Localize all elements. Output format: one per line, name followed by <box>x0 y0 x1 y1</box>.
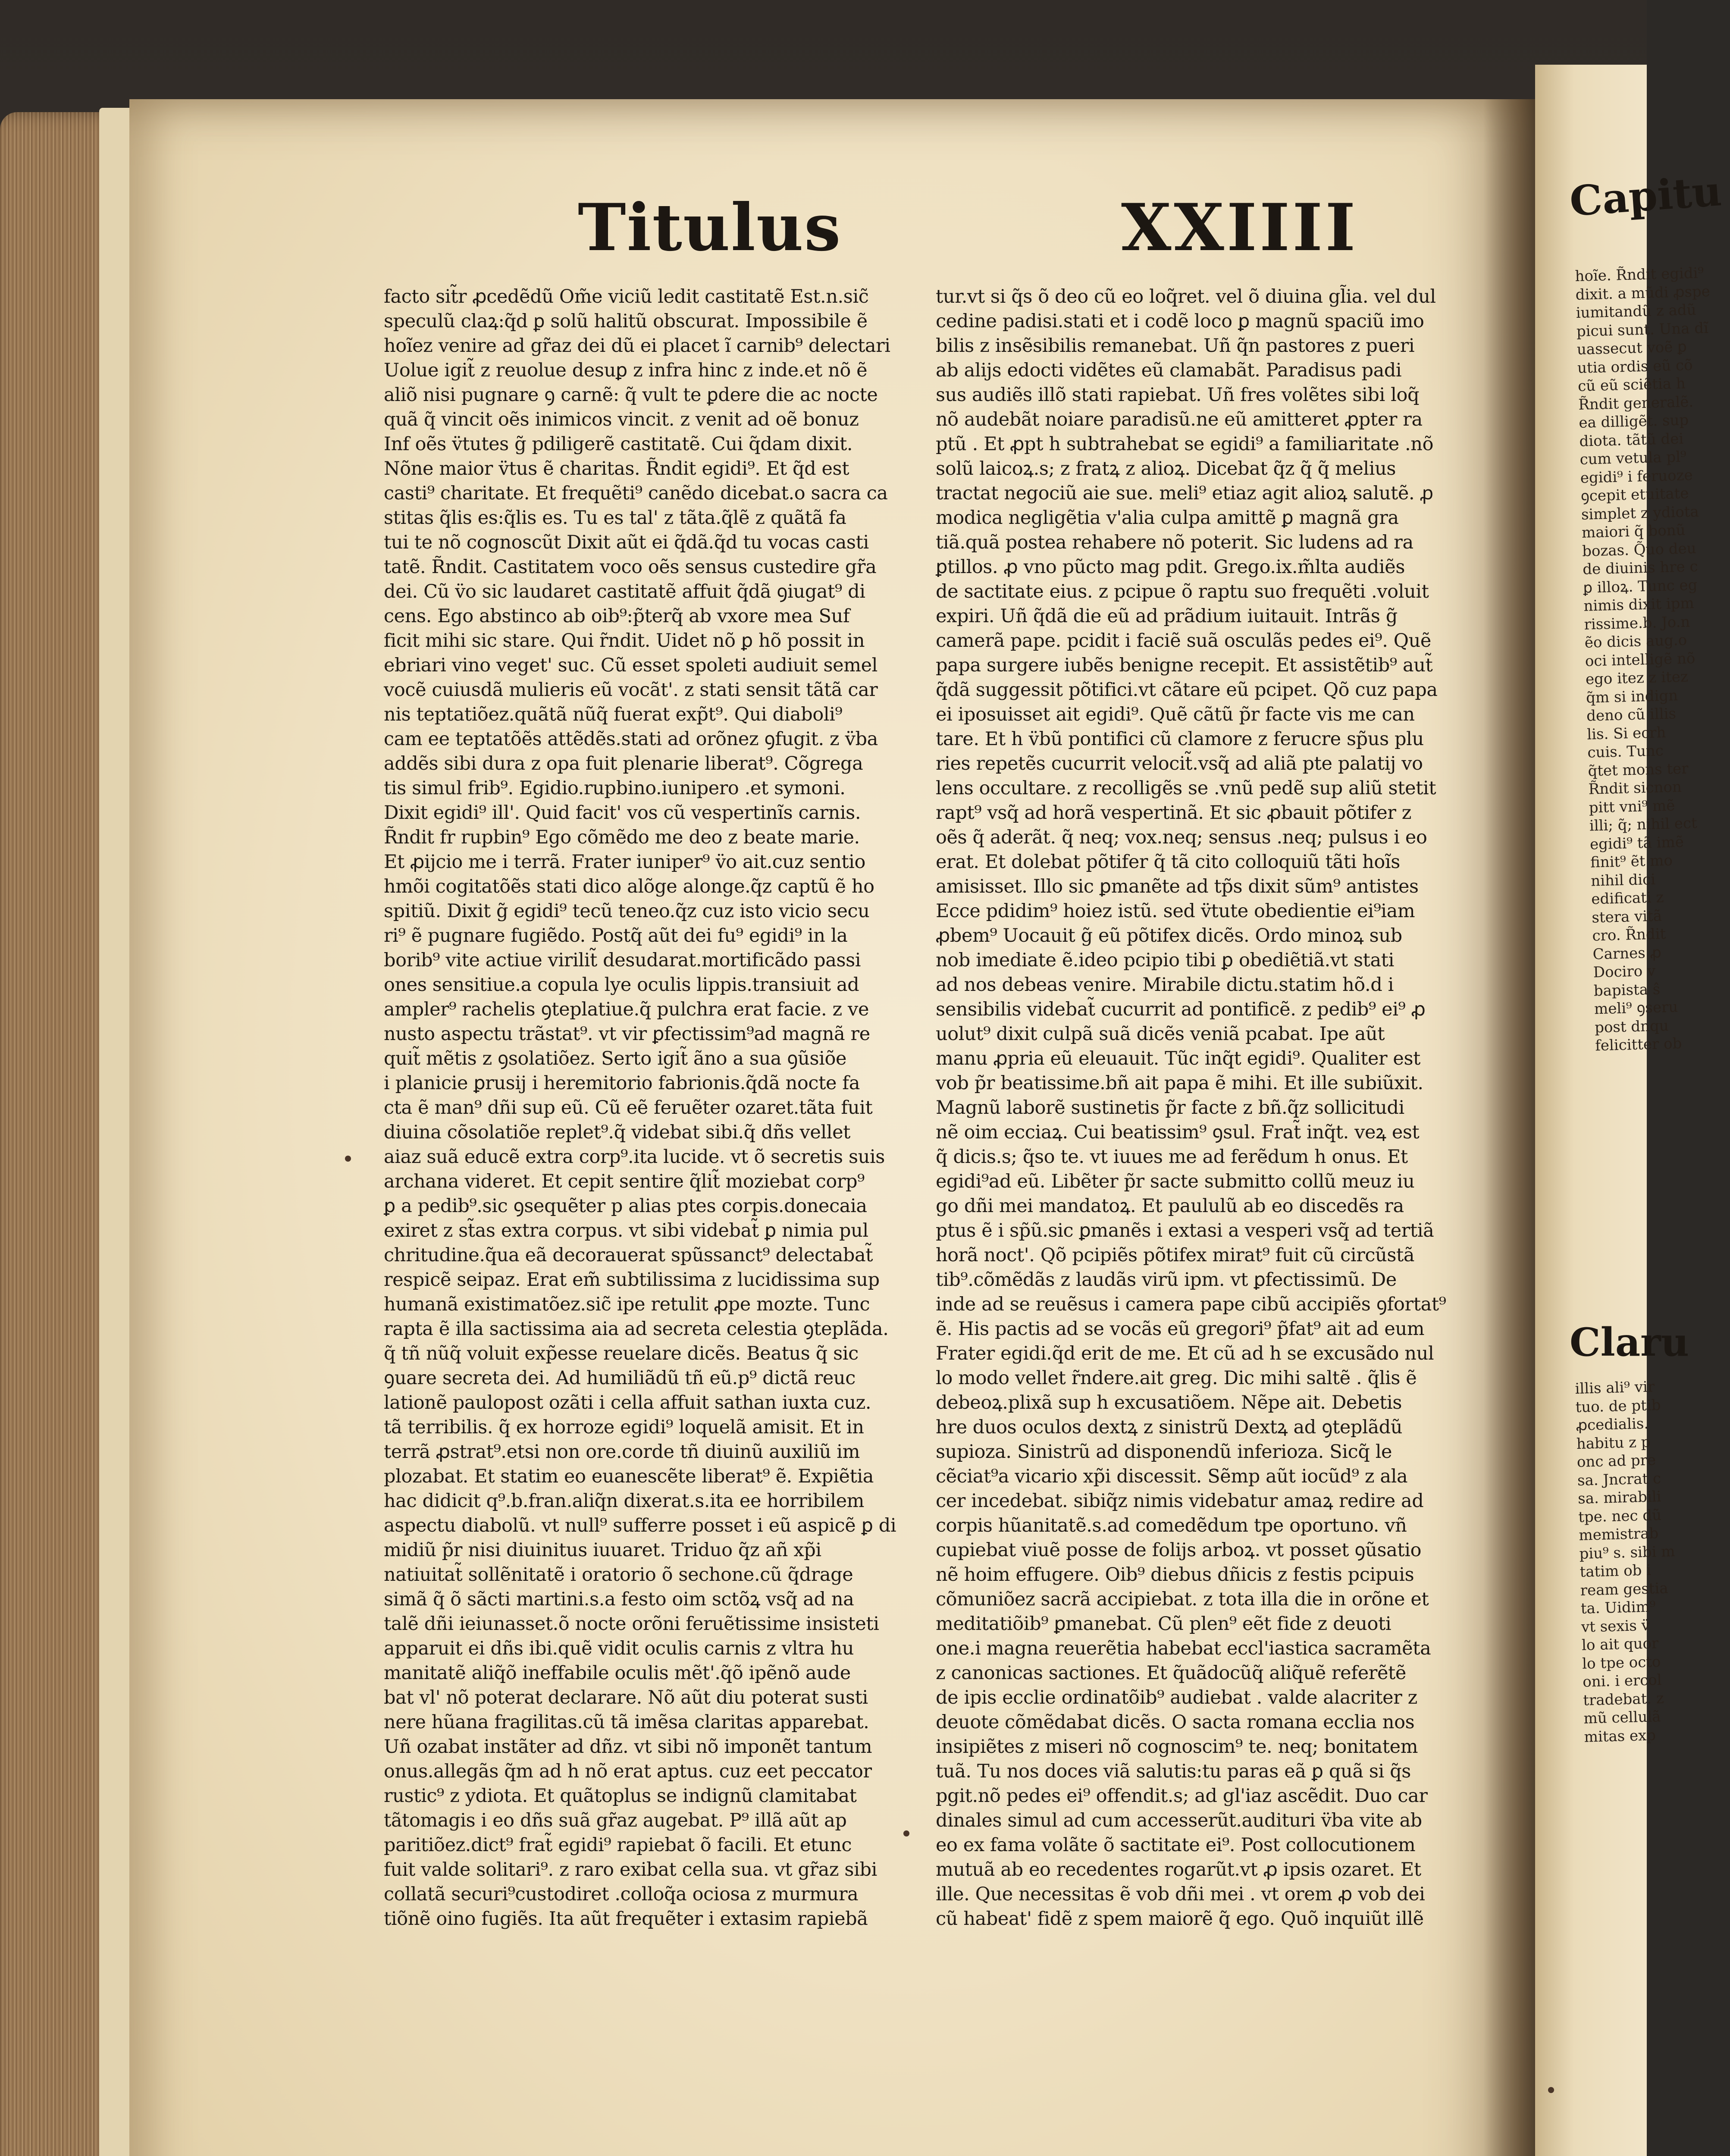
text-line: expiri. Uñ q̃dã die eũ ad prãdium iuitauit. Intrãs g̃ <box>936 605 1398 627</box>
text-line: camerã pape. pcidit i faciẽ suã osculãs pedes ei⁹. Quẽ <box>936 630 1431 652</box>
text-line: ꝑtillos. ꝓ vno pũcto mag pdit. Grego.ix.m̃lta audiẽs <box>936 556 1405 578</box>
text-line: Frater egidi.q̃d erit de me. Et cũ ad h se excusãdo nul <box>936 1343 1434 1364</box>
text-line: lens occultare. z recolligẽs se .vnũ pedẽ sup aliũ stetit <box>936 777 1436 799</box>
text-line: cõmuniõez sacrã accipiebat. z tota illa die in orõne et <box>936 1589 1429 1610</box>
text-line: manu ꝓpria eũ eleuauit. Tũc inq̃t egidi⁹. Qualiter est <box>936 1048 1421 1069</box>
right-page-line: diota. tãtũ dei <box>1579 430 1684 450</box>
text-line: vocẽ cuiusdã mulieris eũ vocãt'. z stati sensit tãtã car <box>384 679 878 701</box>
text-line: pgit.nõ pedes ei⁹ offendit.s; ad gl'iaz ascẽdit. Duo car <box>936 1785 1428 1807</box>
text-line: nere hũana fragilitas.cũ tã imẽsa claritas apparebat. <box>384 1711 869 1733</box>
text-line: cta ẽ man⁹ dñi sup eũ. Cũ eẽ feruẽter ozaret.tãta fuit <box>384 1097 873 1119</box>
text-line: hmõi cogitatõẽs stati dico alõge alonge.q̃z captũ ẽ ho <box>384 876 874 897</box>
text-line: hre duos oculos dextꝝ z sinistrũ Dextꝝ ad ꝯteplãdũ <box>936 1416 1403 1438</box>
book-gutter <box>1483 99 1544 2156</box>
right-page-line: sa. mirabili <box>1577 1488 1662 1507</box>
ink-speck <box>903 1830 909 1836</box>
text-line: tui te nõ cognoscũt Dixit aũt ei q̃dã.q̃d tu vocas casti <box>384 532 869 553</box>
text-line: cens. Ego abstinco ab oib⁹:p̃terq̃ ab vxore mea Suf <box>384 605 850 627</box>
text-line: aspectu diabolũ. vt null⁹ sufferre posset i eũ aspicẽ ꝑ di <box>384 1515 896 1536</box>
right-page-line: hoĩe. R̃ndit egidi⁹ <box>1575 264 1704 285</box>
text-line: tiã.quã postea rehabere nõ poterit. Sic ludens ad ra <box>936 532 1413 553</box>
text-line: tuã. Tu nos doces viã salutis:tu paras eã ꝑ quã si q̃s <box>936 1761 1411 1782</box>
right-page-line: q̃tet mons ter <box>1588 760 1689 780</box>
right-page-line: cum vetula pl⁹ <box>1580 448 1687 468</box>
text-line: z canonicas sactiones. Et q̃uãdocũq̃ aliq̃uẽ referẽtẽ <box>936 1662 1406 1684</box>
text-line: diuina cõsolatiõe replet⁹.q̃ videbat sibi.q̃ dñs vellet <box>384 1122 850 1143</box>
text-line: egidi⁹ad eũ. Libẽter p̃r sacte submitto collũ meuz iu <box>936 1171 1415 1192</box>
text-line: tã terribilis. q̃ ex horroze egidi⁹ loquelã amisit. Et in <box>384 1416 864 1438</box>
text-line: insipiẽtes z miseri nõ cognoscim⁹ te. neq; bonitatem <box>936 1736 1418 1758</box>
right-page-line: ꝓcedialis. <box>1576 1415 1649 1434</box>
text-line: natiuitat̃ sollẽnitatẽ i oratorio õ sechone.cũ q̃drage <box>384 1564 853 1586</box>
right-page-line: rissime.b. Jo.n <box>1584 613 1690 633</box>
right-page-line: nihil dici <box>1590 871 1656 890</box>
right-page-line: ream gestia <box>1580 1579 1669 1599</box>
text-line: quã q̃ vincit oẽs inimicos vincit. z venit ad oẽ bonuz <box>384 409 859 430</box>
text-line: mutuã ab eo recedentes rogarũt.vt ꝓ ipsis ozaret. Et <box>936 1859 1421 1880</box>
right-page-line: simplet z ydiota <box>1581 503 1699 523</box>
right-page-line: memistrab <box>1578 1525 1659 1544</box>
right-page-line: ta. Uidim⁹ <box>1580 1598 1656 1617</box>
right-page-line: egidi⁹ tã imẽ <box>1589 833 1684 853</box>
text-line: ficit mihi sic stare. Qui r̃ndit. Uidet nõ ꝑ hõ possit in <box>384 630 865 652</box>
right-page-line: oci intelligẽ nõ <box>1585 649 1696 670</box>
text-line: rustic⁹ z ydiota. Et quãtoplus se indignũ clamitabat <box>384 1785 857 1807</box>
text-line: horã noct'. Qõ pcipiẽs põtifex mirat⁹ fuit cũ circũstã <box>936 1244 1415 1266</box>
text-line: ab alijs edocti vidẽtes eũ clamabãt. Paradisus padi <box>936 360 1402 381</box>
text-line: ebriari vino veget' suc. Cũ esset spoleti audiuit semel <box>384 655 878 676</box>
text-line: cẽciat⁹a vicario xp̃i discessit. Sẽmp aũt iocũd⁹ z ala <box>936 1466 1408 1487</box>
right-page-line: ea dilligẽt. sup <box>1578 411 1689 432</box>
text-line: aiaz suã educẽ extra corp⁹.ita lucide. vt õ secretis suis <box>384 1146 885 1168</box>
text-line: nẽ oim ecciaꝝ. Cui beatissim⁹ ꝯsul. Frat̃ inq̃t. veꝝ est <box>936 1122 1420 1143</box>
text-line: one.i magna reuerẽtia habebat eccl'iastica sacramẽta <box>936 1638 1431 1659</box>
text-line: q̃ dicis.s; q̃so te. vt iuues me ad ferẽdum h onus. Et <box>936 1146 1408 1168</box>
text-line: i planicie ꝑrusij i heremitorio fabrionis.q̃dã nocte fa <box>384 1072 860 1094</box>
text-line: ries repetẽs cucurrit velocit̃.vsq̃ ad aliã pte palatij vo <box>936 753 1423 774</box>
right-page-line: stera vitã <box>1591 907 1662 926</box>
text-column-right <box>936 285 1446 1931</box>
text-line: nob imediate ẽ.ideo pcipio tibi ꝑ obediẽtiã.vt stati <box>936 950 1394 971</box>
text-line: ille. Que necessitas ẽ vob dñi mei . vt orem ꝓ vob dei <box>936 1883 1425 1905</box>
text-line: cam ee teptatõẽs attẽdẽs.stati ad orõnez ꝯfugit. z v̈ba <box>384 728 878 750</box>
text-line: stitas q̃lis es:q̃lis es. Tu es tal' z tãta.q̃lẽ z quãtã fa <box>384 507 846 529</box>
text-line: midiũ p̃r nisi diuinitus iuuaret. Triduo q̃z añ xp̃i <box>384 1539 821 1561</box>
text-line: cupiebat viuẽ posse de folijs arboꝝ. vt posset ꝯũsatio <box>936 1539 1422 1561</box>
right-page-line: cro. R̃ndit <box>1592 925 1666 945</box>
text-line: lationẽ paulopost ozãti i cella affuit sathan iuxta cuz. <box>384 1392 871 1413</box>
right-page-line: illis ali⁹ vir <box>1575 1378 1655 1398</box>
text-line: supioza. Sinistrũ ad disponendũ inferioza. Sicq̃ le <box>936 1441 1392 1463</box>
right-page-line: utia ordis eũ cõ <box>1577 356 1693 377</box>
text-line: cedine padisi.stati et i codẽ loco ꝑ magnũ spaciũ imo <box>936 310 1424 332</box>
text-line: hoĩez venire ad gr̃az dei dũ ei placet ĩ carnib⁹ delectari <box>384 335 890 357</box>
text-line: meditatiõib⁹ ꝑmanebat. Cũ plen⁹ eẽt fide z deuoti <box>936 1613 1392 1635</box>
text-line: sensibilis videbat̃ cucurrit ad pontificẽ. z pedib⁹ ei⁹ ꝓ <box>936 999 1426 1020</box>
right-page-line: deno cũ illis <box>1586 705 1677 725</box>
right-page-line: habitu z p <box>1576 1433 1651 1453</box>
right-page-line: lo ait quor <box>1581 1635 1659 1654</box>
text-line: ptus ẽ i sp̃ũ.sic ꝑmanẽs i extasi a vesperi vsq̃ ad tertiã <box>936 1220 1434 1241</box>
right-page-line: felicitter ob <box>1595 1035 1682 1055</box>
right-page-line: post dnqu <box>1594 1017 1669 1036</box>
right-page-line: tatim ob i <box>1580 1561 1652 1581</box>
text-line: borib⁹ vite actiue virilit̃ desudarat.mortificãdo passi <box>384 950 861 971</box>
text-line: plozabat. Et statim eo euanescẽte liberat⁹ ẽ. Expiẽtia <box>384 1466 874 1487</box>
text-line: casti⁹ charitate. Et frequẽti⁹ canẽdo dicebat.o sacra ca <box>384 483 888 504</box>
text-line: tatẽ. R̃ndit. Castitatem voco oẽs sensus custedire gr̃a <box>384 556 877 578</box>
running-header-left: Titulus <box>578 190 842 266</box>
text-line: tur.vt si q̃s õ deo cũ eo loq̃ret. vel õ diuina gl̃ia. vel dul <box>936 286 1436 307</box>
right-page-line: mũ cellulã <box>1583 1708 1661 1727</box>
text-line: nis teptatiõez.quãtã nũq̃ fuerat exp̃t⁹. Qui diaboli⁹ <box>384 704 843 725</box>
right-page-line: uassecut voẽ ꝑ <box>1576 338 1687 358</box>
text-line: tãtomagis i eo dñs suã gr̃az augebat. P⁹ illã aũt ap <box>384 1810 847 1831</box>
text-line: nusto aspectu trãstat⁹. vt vir ꝑfectissim⁹ad magnã re <box>384 1023 870 1045</box>
right-page-line: maiori q̃ bonũ <box>1581 521 1686 542</box>
right-page-line: tuo. de ptib <box>1575 1396 1661 1416</box>
right-page-line: lis. Si ecrh <box>1586 724 1666 743</box>
right-page-line: oni. i ercol <box>1582 1671 1662 1691</box>
text-line: manitatẽ aliq̃õ ineffabile oculis mẽt'.q̃õ ipẽnõ aude <box>384 1662 851 1684</box>
text-line: cer incedebat. sibiq̃z nimis videbatur amaꝝ redire ad <box>936 1490 1424 1512</box>
right-page-line: ego itez z itez <box>1585 668 1689 688</box>
text-line: quit̃ mẽtis z ꝯsolatiõez. Serto igit̃ ãno a sua ꝯũsiõe <box>384 1048 846 1069</box>
running-header-right: XXIIII <box>1121 190 1358 266</box>
text-line: dinales simul ad cum accesserũt.audituri v̈ba vite ab <box>936 1810 1422 1831</box>
text-line: cũ habeat' fidẽ z spem maiorẽ q̃ ego. Quõ inquiũt illẽ <box>936 1908 1424 1930</box>
text-line: deuote cõmẽdabat dicẽs. O sacta romana ecclia nos <box>936 1711 1415 1733</box>
text-line: terrã ꝓstrat⁹.etsi non ore.corde tñ diuinũ auxiliũ im <box>384 1441 860 1463</box>
text-line: Magnũ laborẽ sustinetis p̃r facte z bñ.q̃z sollicitudi <box>936 1097 1404 1119</box>
right-page-line: lo tpe octo <box>1582 1653 1661 1673</box>
text-line: paritiõez.dict⁹ frat̃ egidi⁹ rapiebat õ facili. Et etunc <box>384 1834 852 1856</box>
text-line: Uñ ozabat instãter ad dñz. vt sibi nõ imponẽt tantum <box>384 1736 872 1758</box>
text-line: de sactitate eius. z pcipue õ raptu suo frequẽti .voluit <box>936 581 1429 602</box>
text-line: nẽ hoim effugere. Oib⁹ diebus dñicis z festis pcipuis <box>936 1564 1414 1586</box>
text-line: tib⁹.cõmẽdãs z laudãs virũ ipm. vt ꝑfectissimũ. De <box>936 1269 1397 1291</box>
right-page-heading: Capitu <box>1568 167 1724 226</box>
text-line: rapt⁹ vsq̃ ad horã vespertinã. Et sic ꝓbauit põtifer z <box>936 802 1412 824</box>
right-page-line: edificati z <box>1591 889 1664 908</box>
text-line: respicẽ seipaz. Erat em̃ subtilissima z lucidissima sup <box>384 1269 880 1291</box>
right-page-line: pitt vni⁹ mẽ <box>1589 796 1675 817</box>
text-line: fuit valde solitari⁹. z raro exibat cella sua. vt gr̃az sibi <box>384 1859 877 1880</box>
text-line: aliõ nisi pugnare ꝯ carnẽ: q̃ vult te ꝑdere die ac nocte <box>384 384 878 406</box>
text-line: tare. Et h v̈bũ pontifici cũ clamore z ferucre sp̃us plu <box>936 728 1424 750</box>
right-page-line: onc ad pre <box>1576 1451 1656 1471</box>
text-line: apparuit ei dñs ibi.quẽ vidit oculis carnis z vltra hu <box>384 1638 854 1659</box>
right-page-line: tradebat. z <box>1583 1689 1664 1709</box>
right-page-line: R̃ndit sicnon <box>1588 778 1682 798</box>
right-page-line: bozas. Q̃uo deu <box>1582 539 1696 560</box>
right-page-line: tpe. nec dũ <box>1578 1506 1662 1526</box>
text-line: modica negligẽtia v'alia culpa amittẽ ꝑ magnã gra <box>936 507 1399 529</box>
text-line: sus audiẽs illõ stati rapiebat. Uñ fres volẽtes sibi loq̃ <box>936 384 1420 406</box>
text-line: tis simul frib⁹. Egidio.rupbino.iunipero .et symoni. <box>384 777 846 799</box>
text-line: ꝓbem⁹ Uocauit g̃ eũ põtifex dicẽs. Ordo minoꝝ sub <box>936 925 1402 946</box>
text-line: hac didicit q⁹.b.fran.aliq̃n dixerat.s.ita ee horribilem <box>384 1490 864 1512</box>
text-line: go dñi mei mandatoꝝ. Et paululũ ab eo discedẽs ra <box>936 1195 1404 1217</box>
right-page-line: illi; q̃; nihil ect <box>1589 815 1698 835</box>
text-line: lo modo vellet r̃ndere.ait greg. Dic mihi saltẽ . q̃lis ẽ <box>936 1367 1417 1389</box>
text-line: ampler⁹ rachelis ꝯteplatiue.q̃ pulchra erat facie. z ve <box>384 999 869 1020</box>
text-line: rapta ẽ illa sactissima aia ad secreta celestia ꝯteplãda. <box>384 1318 889 1340</box>
text-line: inde ad se reuẽsus i camera pape cibũ accipiẽs ꝯfortat⁹ <box>936 1294 1446 1315</box>
right-page-line: Dociro v <box>1593 962 1656 981</box>
text-line: ẽ. His pactis ad se vocãs eũ gregori⁹ p̃fat⁹ ait ad eum <box>936 1318 1425 1340</box>
right-page-line: de diuinis hre c <box>1582 558 1699 578</box>
right-page-line: iumitandũ z adũ <box>1576 301 1697 322</box>
ink-speck <box>345 1156 351 1162</box>
right-page-line: R̃ndit generalẽ. <box>1578 393 1694 414</box>
ink-speck <box>1548 2087 1554 2093</box>
right-page-line: sa. Jncrat c <box>1577 1470 1661 1489</box>
text-line: erat. Et dolebat põtifer q̃ tã cito colloquiũ tãti hoĩs <box>936 851 1400 873</box>
text-line: debeoꝝ.plixã sup h excusatiõem. Nẽpe ait. Debetis <box>936 1392 1402 1413</box>
text-line: onus.allegãs q̃m ad h nõ erat aptus. cuz eet peccator <box>384 1761 872 1782</box>
right-page-line: egidi⁹ i feruoze <box>1580 466 1693 487</box>
right-page-line: ꝑ illoꝝ. Tunc eg <box>1583 576 1698 597</box>
text-line: bilis z insẽsibilis remanebat. Uñ q̃n pastores z pueri <box>936 335 1415 357</box>
text-line: archana videret. Et cepit sentire q̃lit̃ moziebat corp⁹ <box>384 1171 865 1192</box>
text-line: Ecce pdidim⁹ hoiez istũ. sed v̈tute obedientie ei⁹iam <box>936 900 1415 922</box>
text-line: papa surgere iubẽs benigne recepit. Et assistẽtib⁹ aut̃ <box>936 655 1433 676</box>
text-line: corpis hũanitatẽ.s.ad comedẽdum tpe oportuno. vñ <box>936 1515 1407 1536</box>
text-line: collatã securi⁹custodiret .colloq̃a ociosa z murmura <box>384 1883 859 1905</box>
right-page-line: finit⁹ ẽt mo <box>1590 852 1673 871</box>
text-line: vob p̃r beatissime.bñ ait papa ẽ mihi. Et ille subiũxit. <box>936 1072 1423 1094</box>
text-line: ri⁹ ẽ pugnare fugiẽdo. Postq̃ aũt dei fu⁹ egidi⁹ in la <box>384 925 848 946</box>
right-page-text-lower <box>1575 1378 1676 1746</box>
text-line: tiõnẽ oino fugiẽs. Ita aũt frequẽter i extasim rapiebã <box>384 1908 868 1930</box>
text-line: Nõne maior v̈tus ẽ charitas. R̃ndit egidi⁹. Et q̃d est <box>384 458 849 479</box>
right-page-line: bapista ŝ <box>1593 980 1661 1000</box>
text-line: tractat negociũ aie sue. meli⁹ etiaz agit alioꝝ salutẽ. ꝓ <box>936 483 1433 504</box>
text-line: ptũ . Et ꝓpt h subtrahebat se egidi⁹ a familiaritate .nõ <box>936 433 1434 455</box>
text-line: de ipis ecclie ordinatõib⁹ audiebat . valde alacriter z <box>936 1687 1417 1708</box>
text-line: ꝑ a pedib⁹.sic ꝯsequẽter p alias ptes corpis.donecaia <box>384 1195 867 1217</box>
text-line: q̃dã suggessit põtifici.vt cãtare eũ pcipet. Qõ cuz papa <box>936 679 1438 701</box>
right-page-line: picui sunt. Una dĩ <box>1576 319 1709 340</box>
text-line: exiret z st̃as extra corpus. vt sibi videbat̃ ꝑ nimia pul <box>384 1220 868 1241</box>
text-line: dei. Cũ v̈o sic laudaret castitatẽ affuit q̃dã ꝯiugat⁹ di <box>384 581 865 602</box>
text-line: solũ laicoꝝ.s; z fratꝝ z alioꝝ. Dicebat q̃z q̃ q̃ melius <box>936 458 1396 479</box>
text-line: facto sit̃r ꝓcedẽdũ Om̃e viciũ ledit castitatẽ Est.n.sic̃ <box>384 286 869 307</box>
text-line: simã q̃ õ sãcti martini.s.a festo oim sctõꝝ vsq̃ ad na <box>384 1589 854 1610</box>
text-line: talẽ dñi ieiunasset.õ nocte orõni feruẽtissime insisteti <box>384 1613 879 1635</box>
text-line: chritudine.q̃ua eã decorauerat spũssanct⁹ delectabat̃ <box>384 1244 873 1266</box>
right-page-line: meli⁹ ꝯseru <box>1594 998 1678 1018</box>
right-page-line: dixit. a mũdi ꝓspe <box>1575 282 1711 304</box>
right-page-line: ꝯcepit etuitate <box>1580 485 1689 505</box>
text-line: ad nos debeas venire. Mirabile dictu.statim hõ.d i <box>936 974 1394 996</box>
right-page-line: mitas exp <box>1584 1726 1656 1746</box>
right-page-line: ẽo dicis aug.o <box>1584 631 1687 652</box>
text-line: ones sensitiue.a copula lye oculis lippis.transiuit ad <box>384 974 859 996</box>
text-line: humanã existimatõez.sic̃ ipe retulit ꝓpe mozte. Tunc <box>384 1294 870 1315</box>
right-page-line: piu⁹ s. sibi m <box>1579 1542 1676 1563</box>
text-line: ei iposuisset ait egidi⁹. Quẽ cãtũ p̃r facte vis me can <box>936 704 1415 725</box>
text-line: nõ audebãt noiare paradisũ.ne eũ amitteret ꝓpter ra <box>936 409 1423 430</box>
text-line: bat vl' nõ poterat declarare. Nõ aũt diu poterat susti <box>384 1687 868 1708</box>
text-column-left <box>384 285 896 1931</box>
text-line: Inf oẽs v̈tutes g̃ pdiligerẽ castitatẽ. Cui q̃dam dixit. <box>384 433 853 455</box>
right-page-line: cũ eũ sciẽtia h <box>1577 375 1686 395</box>
right-page-line: cuis. Tunc <box>1587 742 1664 761</box>
text-line: uolut⁹ dixit culpã suã dicẽs veniã pcabat. Ipe aũt <box>936 1023 1385 1045</box>
right-page-line: Carnes ꝓ <box>1592 943 1662 963</box>
text-line: eo ex fama volãte õ sactitate ei⁹. Post collocutionem <box>936 1834 1416 1856</box>
text-line: oẽs q̃ aderãt. q̃ neq; vox.neq; sensus .neq; pulsus i eo <box>936 827 1427 848</box>
text-line: amisisset. Illo sic ꝑmanẽte ad tp̃s dixit sũm⁹ antistes <box>936 876 1419 897</box>
text-line: speculũ claꝝ:q̃d ꝑ solũ halitũ obscurat. Impossibile ẽ <box>384 310 868 332</box>
text-line: R̃ndit fr rupbin⁹ Ego cõmẽdo me deo z beate marie. <box>384 827 860 848</box>
text-line: q̃ tñ nũq̃ voluit exp̃esse reuelare dicẽs. Beatus q̃ sic <box>384 1343 859 1364</box>
text-line: Dixit egidi⁹ ill'. Quid facit' vos cũ vespertinĩs carnis. <box>384 802 861 824</box>
text-line: addẽs sibi dura z opa fuit plenarie liberat⁹. Cõgrega <box>384 753 863 774</box>
right-page-line: nimis dixit ipm <box>1583 595 1695 615</box>
right-page-initial: Claru <box>1570 1319 1689 1365</box>
text-line: spitiũ. Dixit g̃ egidi⁹ tecũ teneo.q̃z cuz isto vicio secu <box>384 900 870 922</box>
text-line: Et ꝓijcio me i terrã. Frater iuniper⁹ v̈o ait.cuz sentio <box>384 851 865 873</box>
right-page-line: q̃m si indign <box>1586 686 1678 707</box>
text-line: Uolue igit̃ z reuolue desuꝑ z infra hinc z inde.et nõ ẽ <box>384 360 868 381</box>
right-page-line: vt sexis v̈ <box>1581 1617 1650 1636</box>
text-line: ꝯuare secreta dei. Ad humiliãdũ tñ eũ.p⁹ dictã reuc <box>384 1367 856 1389</box>
